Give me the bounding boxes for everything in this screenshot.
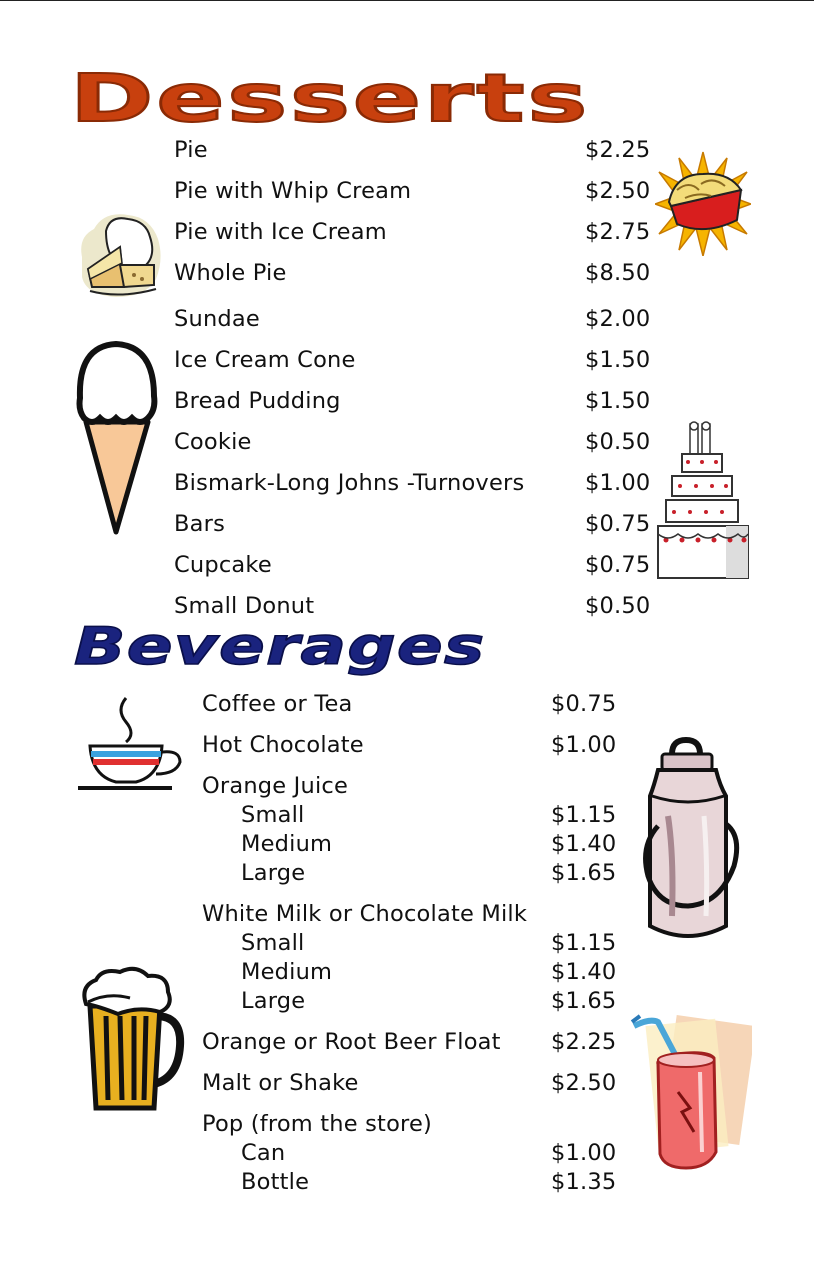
item-name: Medium bbox=[241, 831, 333, 857]
item-price: $1.15 bbox=[551, 930, 617, 956]
item-price: $2.00 bbox=[585, 306, 651, 332]
item-price: $1.00 bbox=[551, 732, 617, 758]
item-name: Cookie bbox=[174, 429, 252, 455]
item-price: $2.50 bbox=[585, 178, 651, 204]
desserts-title: Desserts bbox=[70, 60, 591, 137]
coffee-cup-icon bbox=[76, 694, 186, 796]
item-name: Cupcake bbox=[174, 552, 272, 578]
item-name: Bread Pudding bbox=[174, 388, 341, 414]
item-price: $0.75 bbox=[585, 511, 651, 537]
item-price: $1.65 bbox=[551, 988, 617, 1014]
item-price: $0.75 bbox=[585, 552, 651, 578]
item-name: White Milk or Chocolate Milk bbox=[202, 901, 528, 927]
item-price: $1.00 bbox=[551, 1140, 617, 1166]
item-price: $1.40 bbox=[551, 959, 617, 985]
item-price: $1.65 bbox=[551, 860, 617, 886]
cake-slice-icon bbox=[76, 207, 164, 299]
pie-slice-icon bbox=[655, 150, 751, 256]
item-price: $2.25 bbox=[585, 137, 651, 163]
item-price: $1.15 bbox=[551, 802, 617, 828]
item-name: Pie with Whip Cream bbox=[174, 178, 412, 204]
item-name: Large bbox=[241, 860, 306, 886]
soda-can-icon bbox=[628, 1012, 752, 1176]
item-price: $1.50 bbox=[585, 347, 651, 373]
item-price: $1.00 bbox=[585, 470, 651, 496]
item-name: Sundae bbox=[174, 306, 260, 332]
item-name: Whole Pie bbox=[174, 260, 287, 286]
beer-mug-icon bbox=[78, 966, 186, 1116]
item-name: Bottle bbox=[241, 1169, 310, 1195]
item-price: $2.50 bbox=[551, 1070, 617, 1096]
milk-can-icon bbox=[628, 736, 750, 950]
item-price: $1.50 bbox=[585, 388, 651, 414]
item-price: $2.25 bbox=[551, 1029, 617, 1055]
top-border-line bbox=[0, 0, 814, 1]
item-name: Malt or Shake bbox=[202, 1070, 359, 1096]
item-price: $1.35 bbox=[551, 1169, 617, 1195]
beverages-title: Beverages bbox=[74, 616, 486, 677]
item-name: Pop (from the store) bbox=[202, 1111, 433, 1137]
item-name: Bismark-Long Johns -Turnovers bbox=[174, 470, 525, 496]
item-price: $0.75 bbox=[551, 691, 617, 717]
item-price: $8.50 bbox=[585, 260, 651, 286]
item-name: Large bbox=[241, 988, 306, 1014]
item-name: Orange or Root Beer Float bbox=[202, 1029, 501, 1055]
item-name: Medium bbox=[241, 959, 333, 985]
ice-cream-cone-icon bbox=[74, 338, 160, 538]
item-name: Small bbox=[241, 930, 305, 956]
item-name: Pie bbox=[174, 137, 208, 163]
item-name: Hot Chocolate bbox=[202, 732, 364, 758]
item-name: Small Donut bbox=[174, 593, 315, 619]
item-price: $0.50 bbox=[585, 429, 651, 455]
item-price: $0.50 bbox=[585, 593, 651, 619]
wedding-cake-icon bbox=[656, 420, 752, 582]
item-name: Can bbox=[241, 1140, 286, 1166]
item-name: Pie with Ice Cream bbox=[174, 219, 387, 245]
item-name: Orange Juice bbox=[202, 773, 349, 799]
item-name: Coffee or Tea bbox=[202, 691, 353, 717]
item-name: Ice Cream Cone bbox=[174, 347, 356, 373]
item-name: Small bbox=[241, 802, 305, 828]
item-price: $1.40 bbox=[551, 831, 617, 857]
item-price: $2.75 bbox=[585, 219, 651, 245]
item-name: Bars bbox=[174, 511, 225, 537]
